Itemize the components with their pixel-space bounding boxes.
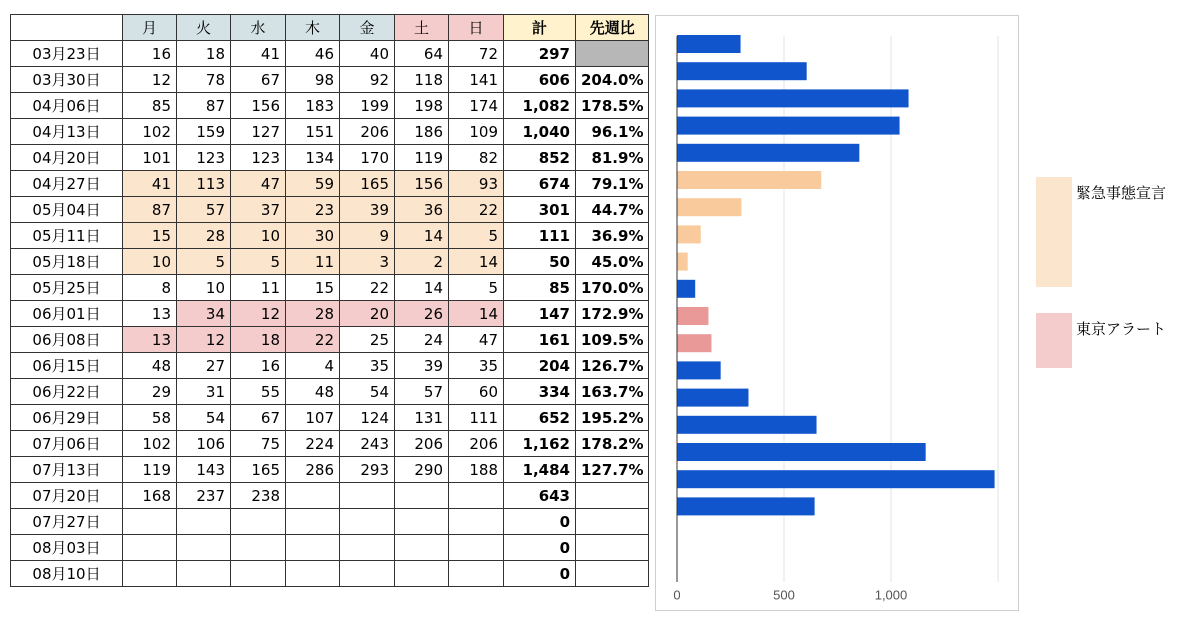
bar xyxy=(677,171,821,189)
sun-cell[interactable] xyxy=(449,535,504,561)
week-cell[interactable]: 06月08日 xyxy=(11,327,123,353)
mon-cell[interactable]: 8 xyxy=(123,275,177,301)
sat-cell[interactable]: 206 xyxy=(395,431,449,457)
sat-cell[interactable]: 119 xyxy=(395,145,449,171)
fri-cell[interactable]: 22 xyxy=(340,275,395,301)
week-cell[interactable]: 05月11日 xyxy=(11,223,123,249)
table-row xyxy=(11,483,649,509)
table-row xyxy=(11,223,649,249)
fri-cell[interactable]: 293 xyxy=(340,457,395,483)
total-cell[interactable]: 147 xyxy=(504,301,576,327)
thu-cell[interactable]: 15 xyxy=(286,275,340,301)
header-ratio[interactable]: 先週比 xyxy=(576,15,649,41)
thu-cell[interactable]: 59 xyxy=(286,171,340,197)
sun-cell[interactable] xyxy=(449,483,504,509)
tue-cell[interactable]: 159 xyxy=(177,119,231,145)
header-thu[interactable]: 木 xyxy=(286,15,340,41)
fri-cell[interactable]: 20 xyxy=(340,301,395,327)
bar xyxy=(677,334,711,352)
bar xyxy=(677,144,859,162)
header-sat[interactable]: 土 xyxy=(395,15,449,41)
fri-cell[interactable]: 206 xyxy=(340,119,395,145)
ratio-cell[interactable]: 36.9% xyxy=(576,223,649,249)
tue-cell[interactable]: 28 xyxy=(177,223,231,249)
sun-cell[interactable]: 5 xyxy=(449,275,504,301)
bar xyxy=(677,443,926,461)
fri-cell[interactable]: 165 xyxy=(340,171,395,197)
sun-cell[interactable]: 109 xyxy=(449,119,504,145)
tue-cell[interactable]: 34 xyxy=(177,301,231,327)
wed-cell[interactable] xyxy=(231,509,286,535)
fri-cell[interactable]: 35 xyxy=(340,353,395,379)
ratio-cell[interactable]: 126.7% xyxy=(576,353,649,379)
fri-cell[interactable]: 3 xyxy=(340,249,395,275)
thu-cell[interactable]: 30 xyxy=(286,223,340,249)
bar xyxy=(677,280,695,298)
fri-cell[interactable]: 243 xyxy=(340,431,395,457)
sun-cell[interactable]: 188 xyxy=(449,457,504,483)
table-row xyxy=(11,535,649,561)
sun-cell[interactable]: 174 xyxy=(449,93,504,119)
header-mon[interactable]: 月 xyxy=(123,15,177,41)
tue-cell[interactable]: 57 xyxy=(177,197,231,223)
sun-cell[interactable]: 111 xyxy=(449,405,504,431)
sun-cell[interactable] xyxy=(449,561,504,587)
legend-label-alert: 東京アラート xyxy=(1076,320,1167,338)
wed-cell[interactable]: 47 xyxy=(231,171,286,197)
thu-cell[interactable]: 46 xyxy=(286,41,340,67)
table-row xyxy=(11,379,649,405)
total-cell[interactable]: 1,040 xyxy=(504,119,576,145)
table-row xyxy=(11,67,649,93)
bar xyxy=(677,361,721,379)
wed-cell[interactable]: 18 xyxy=(231,327,286,353)
mon-cell[interactable] xyxy=(123,509,177,535)
thu-cell[interactable] xyxy=(286,561,340,587)
tue-cell[interactable]: 78 xyxy=(177,67,231,93)
tue-cell[interactable] xyxy=(177,561,231,587)
bar xyxy=(677,35,741,53)
wed-cell[interactable]: 127 xyxy=(231,119,286,145)
sat-cell[interactable]: 156 xyxy=(395,171,449,197)
week-cell[interactable]: 04月13日 xyxy=(11,119,123,145)
sat-cell[interactable]: 36 xyxy=(395,197,449,223)
tue-cell[interactable]: 27 xyxy=(177,353,231,379)
fri-cell[interactable]: 54 xyxy=(340,379,395,405)
week-cell[interactable]: 06月22日 xyxy=(11,379,123,405)
bar xyxy=(677,198,741,216)
table-row xyxy=(11,327,649,353)
fri-cell[interactable]: 25 xyxy=(340,327,395,353)
mon-cell[interactable]: 41 xyxy=(123,171,177,197)
tue-cell[interactable]: 18 xyxy=(177,41,231,67)
table-row xyxy=(11,197,649,223)
tue-cell[interactable]: 237 xyxy=(177,483,231,509)
week-cell[interactable]: 07月20日 xyxy=(11,483,123,509)
mon-cell[interactable]: 13 xyxy=(123,327,177,353)
fri-cell[interactable]: 124 xyxy=(340,405,395,431)
fri-cell[interactable]: 199 xyxy=(340,93,395,119)
mon-cell[interactable]: 102 xyxy=(123,119,177,145)
fri-cell[interactable]: 40 xyxy=(340,41,395,67)
total-cell[interactable]: 85 xyxy=(504,275,576,301)
ratio-cell[interactable] xyxy=(576,41,649,67)
bar-chart xyxy=(655,15,1019,611)
table-row xyxy=(11,431,649,457)
corner-cell[interactable] xyxy=(11,15,123,41)
wed-cell[interactable] xyxy=(231,535,286,561)
table-row xyxy=(11,509,649,535)
total-cell[interactable]: 301 xyxy=(504,197,576,223)
bar xyxy=(677,497,815,515)
week-cell[interactable]: 07月13日 xyxy=(11,457,123,483)
table-row xyxy=(11,353,649,379)
mon-cell[interactable]: 15 xyxy=(123,223,177,249)
bar xyxy=(677,225,701,243)
sat-cell[interactable]: 131 xyxy=(395,405,449,431)
table-row xyxy=(11,457,649,483)
mon-cell[interactable]: 168 xyxy=(123,483,177,509)
thu-cell[interactable]: 28 xyxy=(286,301,340,327)
sun-cell[interactable]: 22 xyxy=(449,197,504,223)
table-body xyxy=(11,41,649,587)
total-cell[interactable]: 643 xyxy=(504,483,576,509)
fri-cell[interactable]: 39 xyxy=(340,197,395,223)
ratio-cell[interactable]: 172.9% xyxy=(576,301,649,327)
week-cell[interactable]: 08月03日 xyxy=(11,535,123,561)
ratio-cell[interactable]: 204.0% xyxy=(576,67,649,93)
week-cell[interactable]: 03月30日 xyxy=(11,67,123,93)
ratio-cell[interactable]: 96.1% xyxy=(576,119,649,145)
thu-cell[interactable] xyxy=(286,535,340,561)
wed-cell[interactable]: 165 xyxy=(231,457,286,483)
ratio-cell[interactable]: 178.5% xyxy=(576,93,649,119)
sat-cell[interactable]: 14 xyxy=(395,223,449,249)
tue-cell[interactable]: 123 xyxy=(177,145,231,171)
week-cell[interactable]: 04月27日 xyxy=(11,171,123,197)
mon-cell[interactable]: 13 xyxy=(123,301,177,327)
sat-cell[interactable]: 198 xyxy=(395,93,449,119)
week-cell[interactable]: 08月10日 xyxy=(11,561,123,587)
x-tick-label: 500 xyxy=(773,587,795,603)
sat-cell[interactable]: 290 xyxy=(395,457,449,483)
week-cell[interactable]: 07月27日 xyxy=(11,509,123,535)
x-tick-label: 0 xyxy=(673,587,681,603)
sun-cell[interactable]: 14 xyxy=(449,301,504,327)
bar xyxy=(677,416,817,434)
wed-cell[interactable]: 5 xyxy=(231,249,286,275)
thu-cell[interactable] xyxy=(286,509,340,535)
mon-cell[interactable]: 48 xyxy=(123,353,177,379)
mon-cell[interactable]: 102 xyxy=(123,431,177,457)
thu-cell[interactable]: 183 xyxy=(286,93,340,119)
mon-cell[interactable] xyxy=(123,561,177,587)
total-cell[interactable]: 0 xyxy=(504,509,576,535)
tue-cell[interactable]: 31 xyxy=(177,379,231,405)
bar xyxy=(677,253,688,271)
bar xyxy=(677,307,708,325)
thu-cell[interactable]: 107 xyxy=(286,405,340,431)
thu-cell[interactable]: 22 xyxy=(286,327,340,353)
thu-cell[interactable]: 224 xyxy=(286,431,340,457)
total-cell[interactable]: 50 xyxy=(504,249,576,275)
tue-cell[interactable]: 87 xyxy=(177,93,231,119)
week-cell[interactable]: 04月06日 xyxy=(11,93,123,119)
legend-label-emergency: 緊急事態宣言 xyxy=(1076,184,1167,202)
mon-cell[interactable]: 58 xyxy=(123,405,177,431)
thu-cell[interactable]: 4 xyxy=(286,353,340,379)
ratio-cell[interactable]: 45.0% xyxy=(576,249,649,275)
ratio-cell[interactable] xyxy=(576,535,649,561)
sat-cell[interactable]: 186 xyxy=(395,119,449,145)
tue-cell[interactable]: 12 xyxy=(177,327,231,353)
sat-cell[interactable]: 26 xyxy=(395,301,449,327)
sat-cell[interactable] xyxy=(395,483,449,509)
ratio-cell[interactable]: 170.0% xyxy=(576,275,649,301)
header-row xyxy=(11,15,649,41)
thu-cell[interactable]: 11 xyxy=(286,249,340,275)
table-row xyxy=(11,171,649,197)
wed-cell[interactable]: 238 xyxy=(231,483,286,509)
sat-cell[interactable]: 118 xyxy=(395,67,449,93)
total-cell[interactable]: 674 xyxy=(504,171,576,197)
wed-cell[interactable]: 11 xyxy=(231,275,286,301)
wed-cell[interactable]: 75 xyxy=(231,431,286,457)
thu-cell[interactable]: 151 xyxy=(286,119,340,145)
tue-cell[interactable] xyxy=(177,509,231,535)
table-row xyxy=(11,561,649,587)
week-cell[interactable]: 04月20日 xyxy=(11,145,123,171)
ratio-cell[interactable] xyxy=(576,509,649,535)
sun-cell[interactable]: 206 xyxy=(449,431,504,457)
thu-cell[interactable]: 134 xyxy=(286,145,340,171)
wed-cell[interactable] xyxy=(231,561,286,587)
week-cell[interactable]: 05月25日 xyxy=(11,275,123,301)
wed-cell[interactable]: 16 xyxy=(231,353,286,379)
tue-cell[interactable]: 106 xyxy=(177,431,231,457)
table-row xyxy=(11,405,649,431)
sun-cell[interactable]: 14 xyxy=(449,249,504,275)
total-cell[interactable]: 606 xyxy=(504,67,576,93)
sat-cell[interactable] xyxy=(395,561,449,587)
wed-cell[interactable]: 156 xyxy=(231,93,286,119)
ratio-cell[interactable]: 127.7% xyxy=(576,457,649,483)
bar-chart-svg xyxy=(656,16,1018,610)
ratio-cell[interactable]: 195.2% xyxy=(576,405,649,431)
mon-cell[interactable]: 29 xyxy=(123,379,177,405)
wed-cell[interactable]: 67 xyxy=(231,67,286,93)
week-cell[interactable]: 05月18日 xyxy=(11,249,123,275)
sun-cell[interactable] xyxy=(449,509,504,535)
sat-cell[interactable]: 24 xyxy=(395,327,449,353)
ratio-cell[interactable] xyxy=(576,561,649,587)
sun-cell[interactable]: 72 xyxy=(449,41,504,67)
ratio-cell[interactable]: 178.2% xyxy=(576,431,649,457)
ratio-cell[interactable]: 44.7% xyxy=(576,197,649,223)
ratio-cell[interactable]: 81.9% xyxy=(576,145,649,171)
sat-cell[interactable]: 57 xyxy=(395,379,449,405)
table-row xyxy=(11,119,649,145)
wed-cell[interactable]: 12 xyxy=(231,301,286,327)
mon-cell[interactable]: 16 xyxy=(123,41,177,67)
table-row xyxy=(11,41,649,67)
fri-cell[interactable] xyxy=(340,535,395,561)
week-cell[interactable]: 07月06日 xyxy=(11,431,123,457)
week-cell[interactable]: 05月04日 xyxy=(11,197,123,223)
header-wed[interactable]: 水 xyxy=(231,15,286,41)
ratio-cell[interactable]: 163.7% xyxy=(576,379,649,405)
mon-cell[interactable] xyxy=(123,535,177,561)
sun-cell[interactable]: 47 xyxy=(449,327,504,353)
x-tick-label: 1,000 xyxy=(874,587,908,603)
wed-cell[interactable]: 67 xyxy=(231,405,286,431)
header-total[interactable]: 計 xyxy=(504,15,576,41)
total-cell[interactable]: 111 xyxy=(504,223,576,249)
sat-cell[interactable]: 14 xyxy=(395,275,449,301)
sun-cell[interactable]: 35 xyxy=(449,353,504,379)
total-cell[interactable]: 0 xyxy=(504,561,576,587)
mon-cell[interactable]: 10 xyxy=(123,249,177,275)
fri-cell[interactable] xyxy=(340,483,395,509)
total-cell[interactable]: 161 xyxy=(504,327,576,353)
week-cell[interactable]: 06月29日 xyxy=(11,405,123,431)
tue-cell[interactable]: 143 xyxy=(177,457,231,483)
fri-cell[interactable]: 9 xyxy=(340,223,395,249)
tue-cell[interactable]: 54 xyxy=(177,405,231,431)
table-row xyxy=(11,93,649,119)
mon-cell[interactable]: 119 xyxy=(123,457,177,483)
bar xyxy=(677,89,909,107)
week-cell[interactable]: 06月15日 xyxy=(11,353,123,379)
fri-cell[interactable] xyxy=(340,561,395,587)
sat-cell[interactable]: 39 xyxy=(395,353,449,379)
table-row xyxy=(11,275,649,301)
sun-cell[interactable]: 141 xyxy=(449,67,504,93)
wed-cell[interactable]: 37 xyxy=(231,197,286,223)
table-row xyxy=(11,249,649,275)
table-row xyxy=(11,301,649,327)
sat-cell[interactable] xyxy=(395,535,449,561)
fri-cell[interactable] xyxy=(340,509,395,535)
ratio-cell[interactable] xyxy=(576,483,649,509)
total-cell[interactable]: 652 xyxy=(504,405,576,431)
mon-cell[interactable]: 85 xyxy=(123,93,177,119)
header-fri[interactable]: 金 xyxy=(340,15,395,41)
weekly-cases-table xyxy=(10,14,649,587)
ratio-cell[interactable]: 109.5% xyxy=(576,327,649,353)
wed-cell[interactable]: 55 xyxy=(231,379,286,405)
tue-cell[interactable] xyxy=(177,535,231,561)
total-cell[interactable]: 1,162 xyxy=(504,431,576,457)
sun-cell[interactable]: 82 xyxy=(449,145,504,171)
sun-cell[interactable]: 5 xyxy=(449,223,504,249)
thu-cell[interactable] xyxy=(286,483,340,509)
total-cell[interactable]: 1,484 xyxy=(504,457,576,483)
sat-cell[interactable]: 2 xyxy=(395,249,449,275)
total-cell[interactable]: 204 xyxy=(504,353,576,379)
fri-cell[interactable]: 170 xyxy=(340,145,395,171)
thu-cell[interactable]: 23 xyxy=(286,197,340,223)
thu-cell[interactable]: 48 xyxy=(286,379,340,405)
thu-cell[interactable]: 98 xyxy=(286,67,340,93)
bar xyxy=(677,62,807,80)
legend-swatch-alert xyxy=(1036,313,1072,368)
wed-cell[interactable]: 10 xyxy=(231,223,286,249)
legend-swatch-emergency xyxy=(1036,177,1072,287)
total-cell[interactable]: 1,082 xyxy=(504,93,576,119)
week-cell[interactable]: 06月01日 xyxy=(11,301,123,327)
sat-cell[interactable]: 64 xyxy=(395,41,449,67)
tue-cell[interactable]: 113 xyxy=(177,171,231,197)
mon-cell[interactable]: 12 xyxy=(123,67,177,93)
mon-cell[interactable]: 87 xyxy=(123,197,177,223)
sun-cell[interactable]: 93 xyxy=(449,171,504,197)
bar xyxy=(677,117,900,135)
total-cell[interactable]: 0 xyxy=(504,535,576,561)
mon-cell[interactable]: 101 xyxy=(123,145,177,171)
tue-cell[interactable]: 10 xyxy=(177,275,231,301)
table-row xyxy=(11,145,649,171)
wed-cell[interactable]: 41 xyxy=(231,41,286,67)
week-cell[interactable]: 03月23日 xyxy=(11,41,123,67)
wed-cell[interactable]: 123 xyxy=(231,145,286,171)
bar xyxy=(677,470,995,488)
fri-cell[interactable]: 92 xyxy=(340,67,395,93)
bar xyxy=(677,389,748,407)
header-sun[interactable]: 日 xyxy=(449,15,504,41)
sat-cell[interactable] xyxy=(395,509,449,535)
total-cell[interactable]: 334 xyxy=(504,379,576,405)
ratio-cell[interactable]: 79.1% xyxy=(576,171,649,197)
total-cell[interactable]: 297 xyxy=(504,41,576,67)
header-tue[interactable]: 火 xyxy=(177,15,231,41)
sun-cell[interactable]: 60 xyxy=(449,379,504,405)
tue-cell[interactable]: 5 xyxy=(177,249,231,275)
thu-cell[interactable]: 286 xyxy=(286,457,340,483)
total-cell[interactable]: 852 xyxy=(504,145,576,171)
